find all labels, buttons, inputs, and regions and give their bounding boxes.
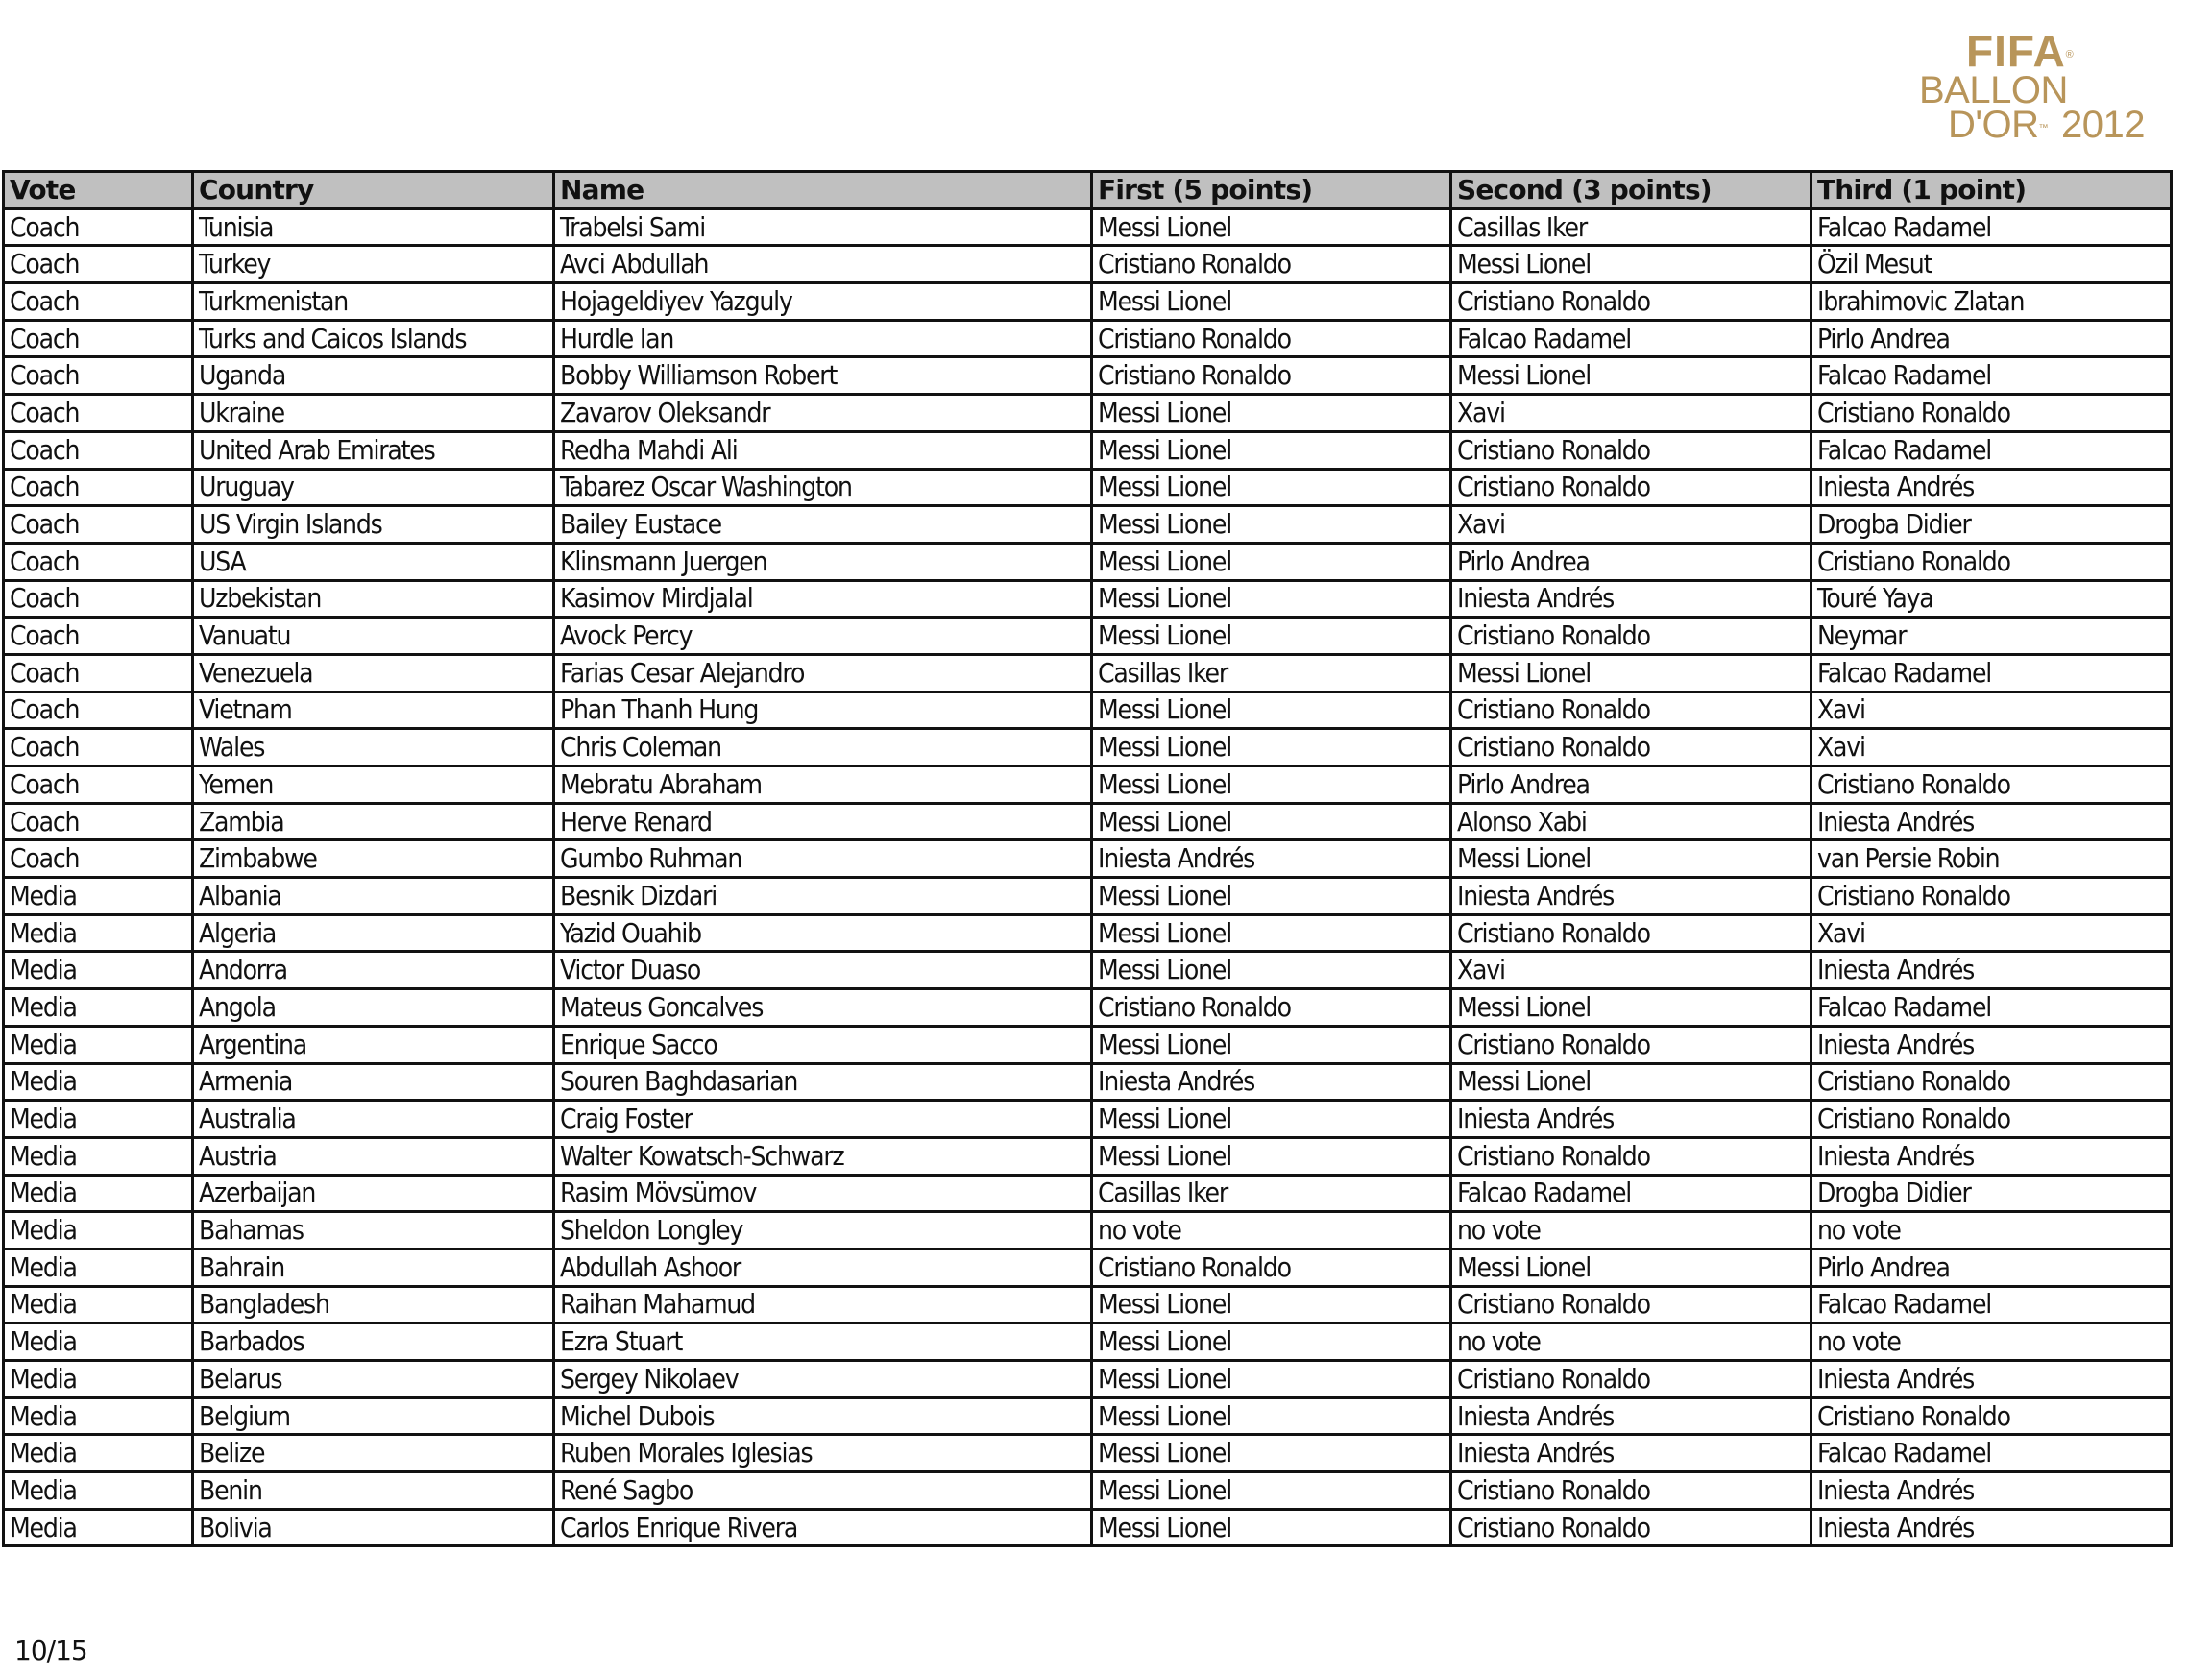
cell-second: Falcao Radamel [1451,320,1811,357]
cell-country: Ukraine [193,395,554,432]
cell-vote: Coach [4,729,193,766]
cell-name: Chris Coleman [554,729,1092,766]
cell-first: Messi Lionel [1092,580,1451,618]
table-row [4,469,2172,506]
cell-country: Belarus [193,1361,554,1398]
cell-vote: Media [4,989,193,1027]
cell-first: Messi Lionel [1092,1397,1451,1435]
cell-name: Souren Baghdasarian [554,1063,1092,1101]
header-second: Second (3 points) [1451,172,1811,209]
cell-vote: Coach [4,320,193,357]
table-row [4,1101,2172,1138]
cell-second: Cristiano Ronaldo [1451,729,1811,766]
cell-second: Iniesta Andrés [1451,1101,1811,1138]
table-row [4,208,2172,246]
cell-country: Zambia [193,803,554,840]
cell-second: Cristiano Ronaldo [1451,1026,1811,1063]
cell-first: Messi Lionel [1092,1137,1451,1175]
cell-vote: Coach [4,692,193,729]
cell-name: Avci Abdullah [554,246,1092,283]
cell-first: Messi Lionel [1092,1026,1451,1063]
table-body [4,208,2172,1546]
cell-country: Vietnam [193,692,554,729]
cell-name: Mebratu Abraham [554,766,1092,804]
cell-name: Tabarez Oscar Washington [554,469,1092,506]
cell-third: Iniesta Andrés [1811,1509,2172,1546]
cell-second: Iniesta Andrés [1451,580,1811,618]
table-row [4,952,2172,989]
cell-vote: Coach [4,469,193,506]
cell-first: Messi Lionel [1092,1361,1451,1398]
cell-name: Hojageldiyev Yazguly [554,283,1092,321]
table-row [4,989,2172,1027]
table-row [4,1063,2172,1101]
votes-table [2,170,2173,1547]
cell-first: Messi Lionel [1092,692,1451,729]
cell-name: Raihan Mahamud [554,1286,1092,1323]
cell-country: Australia [193,1101,554,1138]
page-number: 10/15 [14,1635,87,1666]
cell-second: Alonso Xabi [1451,803,1811,840]
registered-mark: ® [2065,49,2075,61]
cell-country: Bahamas [193,1212,554,1250]
cell-first: Messi Lionel [1092,803,1451,840]
cell-first: Messi Lionel [1092,1323,1451,1361]
cell-vote: Media [4,878,193,915]
cell-vote: Media [4,1249,193,1286]
cell-vote: Coach [4,283,193,321]
cell-second: Messi Lionel [1451,840,1811,878]
table-row [4,840,2172,878]
cell-first: Messi Lionel [1092,1509,1451,1546]
cell-first: Messi Lionel [1092,952,1451,989]
cell-vote: Media [4,1026,193,1063]
cell-first: Iniesta Andrés [1092,840,1451,878]
header-vote: Vote [4,172,193,209]
cell-country: Barbados [193,1323,554,1361]
cell-third: no vote [1811,1212,2172,1250]
header-country: Country [193,172,554,209]
cell-third: Falcao Radamel [1811,989,2172,1027]
cell-name: Avock Percy [554,618,1092,655]
cell-third: Ibrahimovic Zlatan [1811,283,2172,321]
cell-third: Iniesta Andrés [1811,1361,2172,1398]
cell-third: Falcao Radamel [1811,1286,2172,1323]
cell-third: Iniesta Andrés [1811,1026,2172,1063]
cell-second: Xavi [1451,395,1811,432]
cell-third: Iniesta Andrés [1811,469,2172,506]
cell-vote: Coach [4,618,193,655]
cell-country: Albania [193,878,554,915]
table-row [4,654,2172,692]
cell-vote: Media [4,1212,193,1250]
cell-second: Casillas Iker [1451,208,1811,246]
cell-name: Phan Thanh Hung [554,692,1092,729]
table-row [4,729,2172,766]
cell-vote: Coach [4,395,193,432]
cell-name: Farias Cesar Alejandro [554,654,1092,692]
table-row [4,1323,2172,1361]
cell-second: Iniesta Andrés [1451,1397,1811,1435]
cell-name: Gumbo Ruhman [554,840,1092,878]
table-row [4,506,2172,544]
cell-vote: Media [4,1361,193,1398]
cell-first: no vote [1092,1212,1451,1250]
cell-first: Cristiano Ronaldo [1092,246,1451,283]
cell-third: Xavi [1811,729,2172,766]
cell-name: Kasimov Mirdjalal [554,580,1092,618]
cell-country: Wales [193,729,554,766]
cell-vote: Media [4,1509,193,1546]
cell-first: Casillas Iker [1092,654,1451,692]
cell-name: Rasim Mövsümov [554,1175,1092,1212]
cell-vote: Coach [4,543,193,580]
cell-second: no vote [1451,1323,1811,1361]
table-row [4,395,2172,432]
cell-vote: Coach [4,506,193,544]
cell-second: Iniesta Andrés [1451,1435,1811,1472]
logo-fifa-text: FIFA [1966,26,2066,76]
cell-third: Falcao Radamel [1811,654,2172,692]
cell-third: Touré Yaya [1811,580,2172,618]
cell-name: René Sagbo [554,1472,1092,1510]
cell-country: Turkey [193,246,554,283]
cell-country: Argentina [193,1026,554,1063]
header-first: First (5 points) [1092,172,1451,209]
cell-vote: Media [4,952,193,989]
cell-name: Yazid Ouahib [554,914,1092,952]
cell-country: Turkmenistan [193,283,554,321]
cell-third: Xavi [1811,914,2172,952]
cell-first: Messi Lionel [1092,1472,1451,1510]
cell-name: Trabelsi Sami [554,208,1092,246]
cell-third: Cristiano Ronaldo [1811,1063,2172,1101]
cell-second: Cristiano Ronaldo [1451,1137,1811,1175]
cell-third: Iniesta Andrés [1811,803,2172,840]
cell-vote: Coach [4,840,193,878]
logo-year: 2012 [2061,104,2146,146]
cell-vote: Coach [4,246,193,283]
cell-first: Cristiano Ronaldo [1092,989,1451,1027]
cell-third: Iniesta Andrés [1811,1137,2172,1175]
cell-third: Pirlo Andrea [1811,320,2172,357]
cell-country: Belgium [193,1397,554,1435]
cell-second: Messi Lionel [1451,1063,1811,1101]
cell-country: Turks and Caicos Islands [193,320,554,357]
cell-country: Angola [193,989,554,1027]
cell-third: Özil Mesut [1811,246,2172,283]
table-row [4,1397,2172,1435]
cell-second: Iniesta Andrés [1451,878,1811,915]
cell-country: Austria [193,1137,554,1175]
cell-third: van Persie Robin [1811,840,2172,878]
cell-third: Falcao Radamel [1811,431,2172,469]
cell-name: Abdullah Ashoor [554,1249,1092,1286]
fifa-ballon-dor-logo [1916,26,2204,146]
cell-second: Messi Lionel [1451,989,1811,1027]
cell-name: Carlos Enrique Rivera [554,1509,1092,1546]
cell-country: Venezuela [193,654,554,692]
cell-vote: Media [4,1286,193,1323]
cell-first: Casillas Iker [1092,1175,1451,1212]
cell-vote: Coach [4,580,193,618]
cell-first: Messi Lionel [1092,618,1451,655]
cell-first: Messi Lionel [1092,766,1451,804]
cell-first: Messi Lionel [1092,543,1451,580]
cell-country: Algeria [193,914,554,952]
cell-name: Enrique Sacco [554,1026,1092,1063]
cell-first: Messi Lionel [1092,914,1451,952]
cell-second: Messi Lionel [1451,246,1811,283]
table-row [4,283,2172,321]
cell-third: Cristiano Ronaldo [1811,543,2172,580]
cell-second: Xavi [1451,506,1811,544]
cell-country: USA [193,543,554,580]
cell-second: Messi Lionel [1451,1249,1811,1286]
cell-name: Mateus Goncalves [554,989,1092,1027]
table-row [4,1137,2172,1175]
cell-first: Messi Lionel [1092,1435,1451,1472]
cell-name: Klinsmann Juergen [554,543,1092,580]
logo-dor-text: D'OR [1948,104,2039,146]
cell-name: Herve Renard [554,803,1092,840]
cell-first: Messi Lionel [1092,469,1451,506]
cell-third: no vote [1811,1323,2172,1361]
cell-first: Cristiano Ronaldo [1092,357,1451,395]
cell-vote: Media [4,1063,193,1101]
table-row [4,1435,2172,1472]
cell-vote: Media [4,1175,193,1212]
header-third: Third (1 point) [1811,172,2172,209]
table-row [4,1175,2172,1212]
cell-third: Cristiano Ronaldo [1811,395,2172,432]
cell-first: Messi Lionel [1092,1101,1451,1138]
table-row [4,1212,2172,1250]
cell-second: Cristiano Ronaldo [1451,692,1811,729]
cell-vote: Media [4,914,193,952]
cell-country: Uzbekistan [193,580,554,618]
cell-country: Uganda [193,357,554,395]
cell-vote: Coach [4,803,193,840]
cell-country: Benin [193,1472,554,1510]
cell-second: Cristiano Ronaldo [1451,618,1811,655]
cell-country: United Arab Emirates [193,431,554,469]
cell-name: Walter Kowatsch-Schwarz [554,1137,1092,1175]
table-row [4,766,2172,804]
cell-third: Cristiano Ronaldo [1811,766,2172,804]
cell-third: Cristiano Ronaldo [1811,1101,2172,1138]
cell-name: Zavarov Oleksandr [554,395,1092,432]
cell-vote: Coach [4,654,193,692]
cell-name: Victor Duaso [554,952,1092,989]
cell-country: Armenia [193,1063,554,1101]
cell-first: Messi Lionel [1092,506,1451,544]
cell-vote: Media [4,1323,193,1361]
cell-country: Bangladesh [193,1286,554,1323]
cell-first: Messi Lionel [1092,878,1451,915]
cell-vote: Coach [4,357,193,395]
cell-first: Messi Lionel [1092,208,1451,246]
cell-second: Cristiano Ronaldo [1451,1286,1811,1323]
table-header-row [4,172,2172,209]
table-row [4,878,2172,915]
cell-name: Ruben Morales Iglesias [554,1435,1092,1472]
cell-first: Messi Lionel [1092,431,1451,469]
cell-country: Vanuatu [193,618,554,655]
cell-name: Hurdle Ian [554,320,1092,357]
cell-vote: Coach [4,431,193,469]
cell-third: Drogba Didier [1811,506,2172,544]
cell-second: Cristiano Ronaldo [1451,914,1811,952]
cell-vote: Coach [4,208,193,246]
table-row [4,1249,2172,1286]
cell-third: Falcao Radamel [1811,208,2172,246]
cell-name: Redha Mahdi Ali [554,431,1092,469]
logo-dor-year [1948,106,2145,144]
cell-first: Messi Lionel [1092,283,1451,321]
trademark-mark: ™ [2038,123,2049,134]
cell-vote: Media [4,1397,193,1435]
cell-vote: Media [4,1101,193,1138]
cell-third: Drogba Didier [1811,1175,2172,1212]
cell-vote: Media [4,1137,193,1175]
cell-name: Besnik Dizdari [554,878,1092,915]
cell-first: Messi Lionel [1092,729,1451,766]
cell-country: Belize [193,1435,554,1472]
cell-second: Messi Lionel [1451,654,1811,692]
cell-third: Pirlo Andrea [1811,1249,2172,1286]
cell-third: Iniesta Andrés [1811,952,2172,989]
cell-country: US Virgin Islands [193,506,554,544]
cell-third: Cristiano Ronaldo [1811,878,2172,915]
table-row [4,1361,2172,1398]
cell-second: Cristiano Ronaldo [1451,1472,1811,1510]
cell-second: Cristiano Ronaldo [1451,283,1811,321]
cell-third: Neymar [1811,618,2172,655]
cell-country: Bolivia [193,1509,554,1546]
header-name: Name [554,172,1092,209]
logo-ballon: BALLON [1919,69,2068,111]
cell-vote: Coach [4,766,193,804]
cell-third: Falcao Radamel [1811,1435,2172,1472]
table-row [4,618,2172,655]
cell-second: Pirlo Andrea [1451,543,1811,580]
cell-vote: Media [4,1472,193,1510]
cell-first: Messi Lionel [1092,395,1451,432]
cell-second: Falcao Radamel [1451,1175,1811,1212]
logo-fifa [1966,26,2075,76]
cell-country: Tunisia [193,208,554,246]
cell-third: Iniesta Andrés [1811,1472,2172,1510]
cell-second: Xavi [1451,952,1811,989]
cell-second: Cristiano Ronaldo [1451,1509,1811,1546]
table-row [4,692,2172,729]
cell-third: Xavi [1811,692,2172,729]
cell-name: Craig Foster [554,1101,1092,1138]
cell-first: Cristiano Ronaldo [1092,320,1451,357]
table-row [4,1026,2172,1063]
table-row [4,580,2172,618]
table-row [4,914,2172,952]
cell-first: Cristiano Ronaldo [1092,1249,1451,1286]
cell-second: Messi Lionel [1451,357,1811,395]
cell-name: Ezra Stuart [554,1323,1092,1361]
cell-third: Falcao Radamel [1811,357,2172,395]
cell-country: Andorra [193,952,554,989]
table-row [4,1472,2172,1510]
table-row [4,246,2172,283]
cell-country: Azerbaijan [193,1175,554,1212]
cell-name: Sheldon Longley [554,1212,1092,1250]
cell-second: no vote [1451,1212,1811,1250]
table-row [4,431,2172,469]
table-row [4,1286,2172,1323]
cell-third: Cristiano Ronaldo [1811,1397,2172,1435]
cell-country: Uruguay [193,469,554,506]
cell-country: Yemen [193,766,554,804]
cell-country: Zimbabwe [193,840,554,878]
cell-name: Bobby Williamson Robert [554,357,1092,395]
table-row [4,320,2172,357]
cell-first: Iniesta Andrés [1092,1063,1451,1101]
cell-name: Sergey Nikolaev [554,1361,1092,1398]
cell-second: Cristiano Ronaldo [1451,431,1811,469]
table-row [4,543,2172,580]
cell-second: Pirlo Andrea [1451,766,1811,804]
cell-second: Cristiano Ronaldo [1451,469,1811,506]
table-row [4,803,2172,840]
cell-name: Bailey Eustace [554,506,1092,544]
cell-first: Messi Lionel [1092,1286,1451,1323]
cell-vote: Media [4,1435,193,1472]
table-row [4,1509,2172,1546]
cell-second: Cristiano Ronaldo [1451,1361,1811,1398]
table-row [4,357,2172,395]
cell-name: Michel Dubois [554,1397,1092,1435]
cell-country: Bahrain [193,1249,554,1286]
